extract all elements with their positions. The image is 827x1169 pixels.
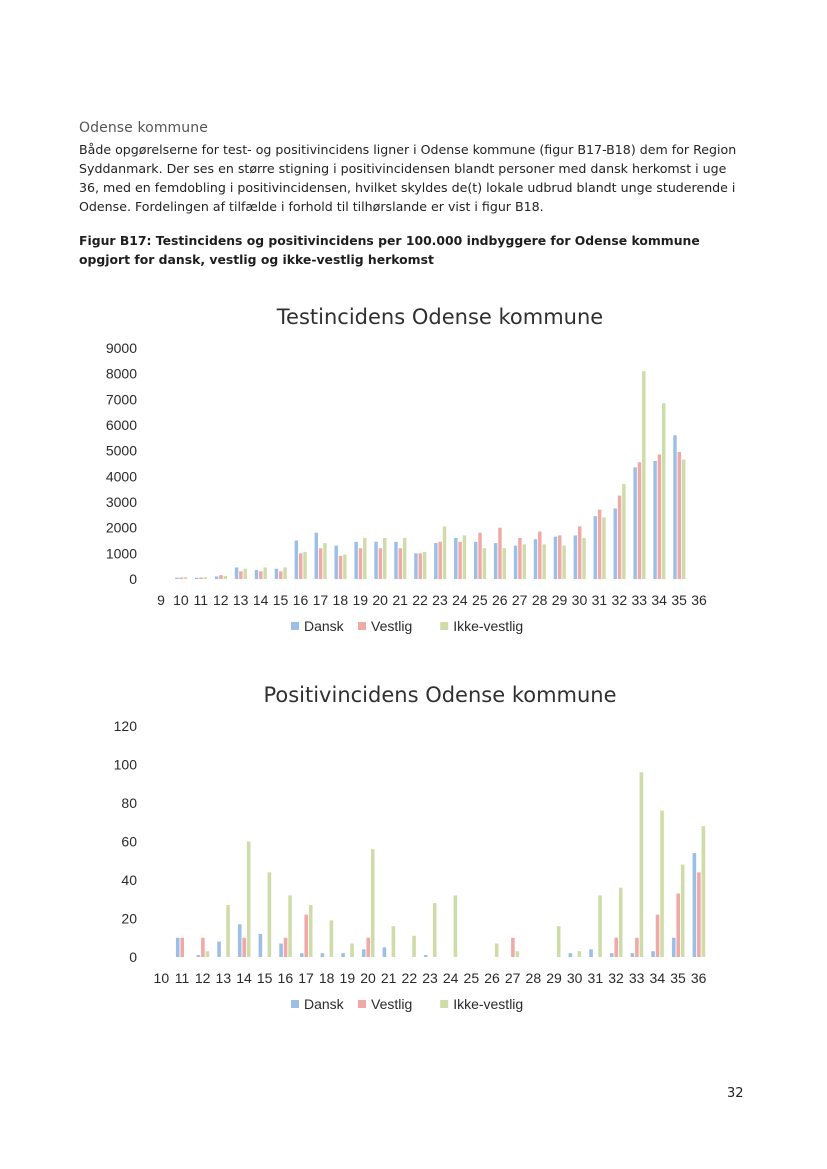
bar-ikke-vestlig <box>371 849 375 957</box>
legend-label: Vestlig <box>371 996 413 1012</box>
legend-swatch <box>440 622 448 630</box>
y-tick-label: 8000 <box>105 365 137 382</box>
bar-vestlig <box>339 556 342 579</box>
bar-vestlig <box>458 542 461 579</box>
x-tick-label: 32 <box>608 970 624 986</box>
chart-svg <box>79 290 739 665</box>
x-tick-label: 12 <box>194 970 211 986</box>
bar-ikke-vestlig <box>495 944 499 957</box>
bar-ikke-vestlig <box>516 951 520 957</box>
bar-vestlig <box>498 528 501 579</box>
bar-dansk <box>255 570 258 579</box>
bar-vestlig <box>478 533 481 579</box>
bar-vestlig <box>180 938 184 957</box>
bar-vestlig <box>438 542 441 579</box>
bar-vestlig <box>279 571 282 579</box>
bar-dansk <box>197 955 201 957</box>
bar-ikke-vestlig <box>542 544 545 579</box>
bar-ikke-vestlig <box>522 544 525 579</box>
x-tick-label: 11 <box>193 592 209 608</box>
figure-caption: Figur B17: Testincidens og positivincidens per 100.000 indbyggere for Odense kommune opgjort for dansk, vestlig og ikke-vestlig herkomst <box>79 233 700 267</box>
bar-ikke-vestlig <box>343 555 346 579</box>
bar-dansk <box>195 578 198 579</box>
bar-dansk <box>631 953 635 957</box>
bar-ikke-vestlig <box>247 842 251 958</box>
x-tick-label: 35 <box>670 970 686 986</box>
bar-vestlig <box>656 915 660 957</box>
bar-vestlig <box>359 548 362 579</box>
x-tick-label: 10 <box>173 592 189 608</box>
x-tick-label: 32 <box>611 592 628 608</box>
bar-dansk <box>315 533 318 579</box>
bar-ikke-vestlig <box>303 552 306 579</box>
bar-dansk <box>434 543 437 579</box>
bar-vestlig <box>614 938 618 957</box>
bar-ikke-vestlig <box>226 905 230 957</box>
bar-ikke-vestlig <box>681 865 685 957</box>
legend-swatch <box>440 1000 448 1008</box>
legend-swatch <box>291 622 299 630</box>
bar-ikke-vestlig <box>662 403 665 579</box>
x-tick-label: 34 <box>651 592 667 608</box>
x-tick-label: 25 <box>472 592 488 608</box>
x-tick-label: 13 <box>232 592 249 608</box>
x-tick-label: 17 <box>312 592 329 608</box>
bar-ikke-vestlig <box>562 546 565 579</box>
x-tick-label: 27 <box>511 592 528 608</box>
y-tick-label: 9000 <box>105 340 137 356</box>
x-tick-label: 18 <box>318 970 335 986</box>
x-tick-label: 11 <box>174 970 190 986</box>
x-tick-label: 13 <box>215 970 232 986</box>
bar-dansk <box>672 938 676 957</box>
y-tick-label: 2000 <box>105 519 137 536</box>
legend-swatch <box>358 622 366 630</box>
bar-dansk <box>673 435 676 579</box>
bar-vestlig <box>199 577 202 579</box>
bar-dansk <box>494 543 497 579</box>
x-tick-label: 14 <box>252 592 269 608</box>
bar-ikke-vestlig <box>443 526 446 579</box>
bar-dansk <box>414 553 417 579</box>
bar-vestlig <box>658 455 661 579</box>
positivincidens-chart <box>79 668 739 1043</box>
section-title: Odense kommune <box>79 120 208 136</box>
bar-dansk <box>175 578 178 579</box>
bar-dansk <box>653 461 656 579</box>
bar-vestlig <box>366 938 370 957</box>
y-tick-label: 40 <box>121 872 137 888</box>
bar-dansk <box>259 934 263 957</box>
x-tick-label: 18 <box>332 592 349 608</box>
bar-ikke-vestlig <box>268 872 272 957</box>
bar-vestlig <box>638 462 641 579</box>
bar-dansk <box>454 538 457 579</box>
y-tick-label: 5000 <box>105 442 137 459</box>
bar-ikke-vestlig <box>682 460 685 579</box>
bar-ikke-vestlig <box>403 538 406 579</box>
x-tick-label: 15 <box>272 592 289 608</box>
x-tick-label: 16 <box>292 592 309 608</box>
bar-vestlig <box>201 938 205 957</box>
bar-dansk <box>394 542 397 579</box>
y-tick-label: 3000 <box>105 494 137 510</box>
x-tick-label: 19 <box>339 970 356 986</box>
x-tick-label: 31 <box>591 592 608 608</box>
bar-ikke-vestlig <box>640 772 644 957</box>
bar-vestlig <box>518 538 521 579</box>
bar-ikke-vestlig <box>288 895 292 957</box>
bar-vestlig <box>419 553 422 579</box>
x-tick-label: 16 <box>277 970 294 986</box>
y-tick-label: 80 <box>121 795 137 811</box>
legend-label: Dansk <box>304 996 344 1012</box>
x-tick-label: 28 <box>525 970 542 986</box>
bar-ikke-vestlig <box>204 577 207 579</box>
y-tick-label: 100 <box>113 756 137 773</box>
chart-title: Testincidens Odense kommune <box>276 305 604 329</box>
bar-dansk <box>300 953 304 957</box>
bar-dansk <box>275 569 278 579</box>
bar-ikke-vestlig <box>383 538 386 579</box>
bar-vestlig <box>239 571 242 579</box>
x-tick-label: 12 <box>212 592 229 608</box>
x-tick-label: 17 <box>298 970 314 986</box>
bar-dansk <box>341 953 345 957</box>
bar-dansk <box>589 949 593 957</box>
bar-dansk <box>514 546 517 579</box>
x-tick-label: 26 <box>491 592 508 608</box>
bar-ikke-vestlig <box>184 577 187 579</box>
legend-label: Ikke-vestlig <box>453 996 524 1012</box>
testincidens-chart <box>79 290 739 665</box>
bar-ikke-vestlig <box>483 548 486 579</box>
bar-dansk <box>424 955 428 957</box>
bar-ikke-vestlig <box>463 535 466 579</box>
bar-dansk <box>238 924 242 957</box>
bar-dansk <box>651 951 655 957</box>
bar-dansk <box>383 947 387 957</box>
bar-vestlig <box>578 526 581 579</box>
bar-ikke-vestlig <box>433 903 437 957</box>
bar-ikke-vestlig <box>224 576 227 579</box>
bar-vestlig <box>242 938 246 957</box>
x-tick-label: 20 <box>360 970 376 986</box>
x-tick-label: 29 <box>546 970 562 986</box>
bar-vestlig <box>635 938 639 957</box>
x-tick-label: 9 <box>157 592 165 608</box>
y-tick-label: 0 <box>129 571 137 587</box>
bar-ikke-vestlig <box>660 811 664 957</box>
bar-vestlig <box>618 496 621 579</box>
bar-ikke-vestlig <box>619 888 623 957</box>
bar-ikke-vestlig <box>363 538 366 579</box>
bar-vestlig <box>319 548 322 579</box>
bar-dansk <box>217 942 221 957</box>
x-tick-label: 24 <box>452 592 468 608</box>
legend-label: Ikke-vestlig <box>453 618 524 634</box>
body-paragraph: Både opgørelserne for test- og positivincidens ligner i Odense kommune (figur B17-B18) dem for Region Syddanmark. Der ses en større stigning i positivincidensen blandt personer med dansk herkomst i uge 36, med en femdobling i positivincidensen, hvilket skyldes de(t) lokale udbrud blandt unge studerende i Odense. Fordelingen af tilfælde i forhold til tilhørslande er vist i figur B18. <box>79 142 737 214</box>
x-tick-label: 35 <box>671 592 687 608</box>
x-tick-label: 21 <box>380 970 397 986</box>
bar-ikke-vestlig <box>283 567 286 579</box>
x-tick-label: 22 <box>401 970 418 986</box>
x-tick-label: 31 <box>587 970 604 986</box>
x-tick-label: 36 <box>691 592 707 608</box>
page-number: 32 <box>727 1086 744 1101</box>
x-tick-label: 15 <box>256 970 273 986</box>
x-tick-label: 33 <box>631 592 648 608</box>
chart-title: Positivincidens Odense kommune <box>263 683 617 707</box>
legend-swatch <box>291 1000 299 1008</box>
bar-ikke-vestlig <box>392 926 396 957</box>
bar-ikke-vestlig <box>598 895 602 957</box>
bar-dansk <box>633 467 636 579</box>
x-tick-label: 30 <box>571 592 588 608</box>
legend-label: Dansk <box>304 618 344 634</box>
bar-ikke-vestlig <box>323 543 326 579</box>
x-tick-label: 27 <box>504 970 521 986</box>
bar-dansk <box>569 953 573 957</box>
x-tick-label: 20 <box>372 592 388 608</box>
bar-ikke-vestlig <box>578 951 582 957</box>
bar-ikke-vestlig <box>330 920 334 957</box>
x-tick-label: 22 <box>412 592 428 608</box>
x-tick-label: 28 <box>531 592 548 608</box>
bar-vestlig <box>219 575 222 579</box>
bar-ikke-vestlig <box>263 567 266 579</box>
chart-svg <box>79 668 739 1043</box>
x-tick-label: 21 <box>392 592 408 608</box>
bar-dansk <box>235 567 238 579</box>
x-tick-label: 30 <box>566 970 583 986</box>
bar-vestlig <box>558 535 561 579</box>
bar-ikke-vestlig <box>423 552 426 579</box>
x-tick-label: 14 <box>236 970 252 986</box>
bar-vestlig <box>676 893 680 957</box>
bar-ikke-vestlig <box>309 905 313 957</box>
bar-ikke-vestlig <box>602 517 605 579</box>
bar-dansk <box>374 542 377 579</box>
bar-vestlig <box>304 915 308 957</box>
bar-dansk <box>574 535 577 579</box>
y-tick-label: 120 <box>113 718 137 734</box>
bar-vestlig <box>259 571 262 579</box>
bar-dansk <box>321 953 325 957</box>
x-tick-label: 23 <box>422 970 438 986</box>
legend-swatch <box>358 1000 366 1008</box>
x-tick-label: 19 <box>352 592 369 608</box>
y-tick-label: 60 <box>121 833 137 850</box>
bar-ikke-vestlig <box>206 951 210 957</box>
bar-vestlig <box>538 532 541 579</box>
bar-vestlig <box>598 510 601 579</box>
x-tick-label: 29 <box>551 592 568 608</box>
y-tick-label: 4000 <box>105 468 137 485</box>
bar-dansk <box>554 537 557 579</box>
y-tick-label: 20 <box>121 910 137 927</box>
bar-vestlig <box>284 938 288 957</box>
bar-ikke-vestlig <box>582 538 585 579</box>
bar-dansk <box>534 539 537 579</box>
bar-vestlig <box>511 938 515 957</box>
y-tick-label: 7000 <box>105 391 137 408</box>
bar-ikke-vestlig <box>412 936 416 957</box>
bar-vestlig <box>179 577 182 579</box>
bar-vestlig <box>678 452 681 579</box>
bar-vestlig <box>299 553 302 579</box>
bar-ikke-vestlig <box>350 944 354 957</box>
bar-dansk <box>594 516 597 579</box>
bar-ikke-vestlig <box>454 895 458 957</box>
bar-dansk <box>176 938 180 957</box>
bar-ikke-vestlig <box>503 548 506 579</box>
bar-vestlig <box>399 548 402 579</box>
bar-vestlig <box>697 872 701 957</box>
bar-ikke-vestlig <box>642 371 645 579</box>
legend-label: Vestlig <box>371 618 413 634</box>
y-tick-label: 0 <box>129 949 137 965</box>
bar-dansk <box>295 541 298 580</box>
bar-ikke-vestlig <box>702 826 706 957</box>
bar-dansk <box>354 542 357 579</box>
bar-ikke-vestlig <box>557 926 561 957</box>
y-tick-label: 6000 <box>105 417 137 433</box>
x-tick-label: 10 <box>153 970 170 986</box>
x-tick-label: 24 <box>442 970 459 986</box>
bar-dansk <box>474 542 477 579</box>
bar-ikke-vestlig <box>622 484 625 579</box>
x-tick-label: 26 <box>484 970 500 986</box>
x-tick-label: 25 <box>463 970 480 986</box>
y-tick-label: 1000 <box>105 545 137 562</box>
bar-ikke-vestlig <box>243 569 246 579</box>
bar-dansk <box>610 953 614 957</box>
bar-dansk <box>215 576 218 579</box>
bar-vestlig <box>379 548 382 579</box>
x-tick-label: 36 <box>690 970 707 986</box>
bar-dansk <box>613 508 616 579</box>
x-tick-label: 34 <box>649 970 666 986</box>
bar-dansk <box>693 853 697 957</box>
bar-dansk <box>279 944 283 957</box>
x-tick-label: 23 <box>432 592 448 608</box>
bar-dansk <box>362 949 366 957</box>
x-tick-label: 33 <box>628 970 645 986</box>
bar-dansk <box>334 546 337 579</box>
